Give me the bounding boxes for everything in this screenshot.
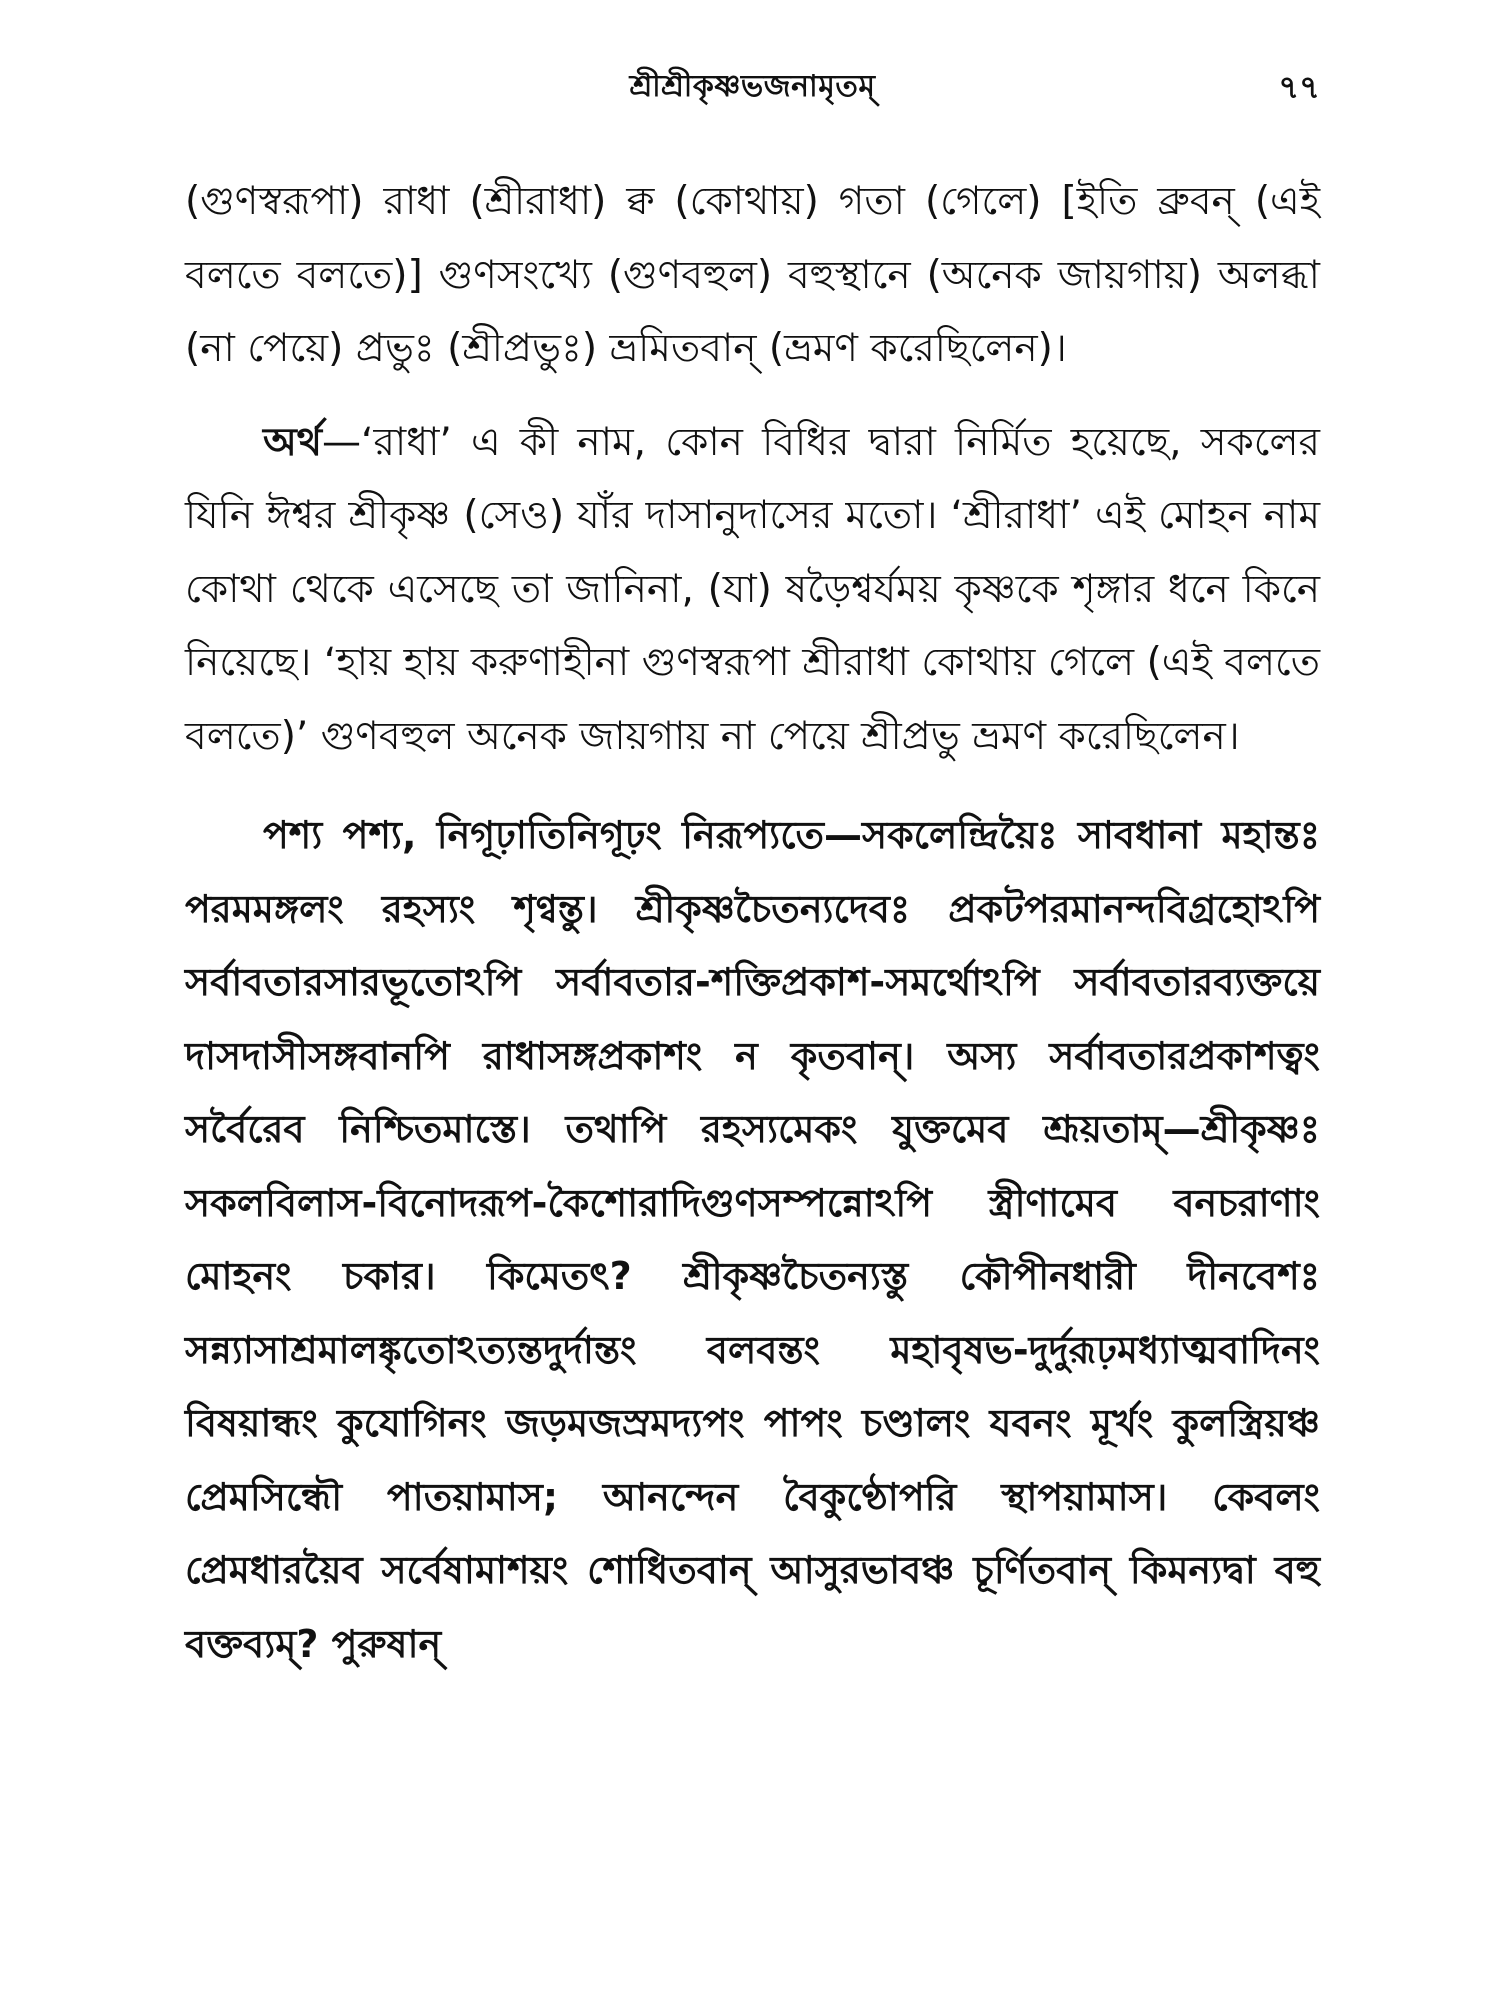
running-title: শ্রীশ্রীকৃষ্ণভজনামৃতম্ <box>629 69 876 104</box>
paragraph-word-meaning <box>185 165 1320 386</box>
paragraph-sanskrit-commentary <box>185 799 1320 1681</box>
meaning-label: অর্থ <box>263 419 323 465</box>
page-body <box>185 165 1320 1681</box>
paragraph-text: পশ্য পশ্য, নিগূঢ়াতিনিগূঢ়ং নিরূপ্যতে—সকলেন্দ্রিয়ৈঃ সাবধানা মহান্তঃ পরমমঙ্গলং রহস্যং শৃণ্বন্তু। শ্রীকৃষ্ণচৈতন্যদেবঃ প্রকটপরমানন্দবিগ্রহোঽপি সর্বাবতারসারভূতোঽপি সর্বাবতার-শক্তিপ্রকাশ-সমর্থোঽপি সর্বাবতারব্যক্তয়ে দাসদাসীসঙ্গবানপি রাধাসঙ্গপ্রকাশং ন কৃতবান্। অস্য সর্বাবতারপ্রকাশত্বং সর্বৈরেব নিশ্চিতমাস্তে। তথাপি রহস্যমেকং যুক্তমেব শ্রূয়তাম্—শ্রীকৃষ্ণঃ সকলবিলাস-বিনোদরূপ-কৈশোরাদিগুণসম্পন্নোঽপি স্ত্রীণামেব বনচরাণাং মোহনং চকার। কিমেতৎ? শ্রীকৃষ্ণচৈতন্যস্তু কৌপীনধারী দীনবেশঃ সন্ন্যাসাশ্রমালঙ্কৃতোঽত্যন্তদুর্দান্তং বলবন্তং মহাবৃষভ-দুর্দুরূঢ়মধ্যাত্মবাদিনং বিষয়ান্ধং কুযোগিনং জড়মজস্রমদ্যপং পাপং চণ্ডালং যবনং মূর্খং কুলস্ত্রিয়ঞ্চ প্রেমসিন্ধৌ পাতয়ামাস; আনন্দেন বৈকুণ্ঠোপরি স্থাপয়ামাস। কেবলং প্রেমধারয়ৈব সর্বেষামাশয়ং শোধিতবান্ আসুরভাবঞ্চ চূর্ণিতবান্ কিমন্যদ্বা বহু বক্তব্যম্? পুরুষান্ <box>185 813 1320 1666</box>
paragraph-text: (গুণস্বরূপা) রাধা (শ্রীরাধা) ক্ব (কোথায়) গতা (গেলে) [ইতি ব্রুবন্ (এই বলতে বলতে)] গুণসংখ্যে (গুণবহুল) বহুস্থানে (অনেক জায়গায়) অলব্ধা (না পেয়ে) প্রভুঃ (শ্রীপ্রভুঃ) ভ্রমিতবান্ (ভ্রমণ করেছিলেন)। <box>185 179 1320 371</box>
page-header <box>185 62 1320 122</box>
paragraph-text: —‘রাধা’ এ কী নাম, কোন বিধির দ্বারা নির্মিত হয়েছে, সকলের যিনি ঈশ্বর শ্রীকৃষ্ণ (সেও) যাঁর দাসানুদাসের মতো। ‘শ্রীরাধা’ এই মোহন নাম কোথা থেকে এসেছে তা জানিনা, (যা) ষড়ৈশ্বর্যময় কৃষ্ণকে শৃঙ্গার ধনে কিনে নিয়েছে। ‘হায় হায় করুণাহীনা গুণস্বরূপা শ্রীরাধা কোথায় গেলে (এই বলতে বলতে)’ গুণবহুল অনেক জায়গায় না পেয়ে শ্রীপ্রভু ভ্রমণ করেছিলেন। <box>185 419 1320 759</box>
page-number: ৭৭ <box>1278 68 1320 106</box>
paragraph-meaning <box>185 406 1320 774</box>
